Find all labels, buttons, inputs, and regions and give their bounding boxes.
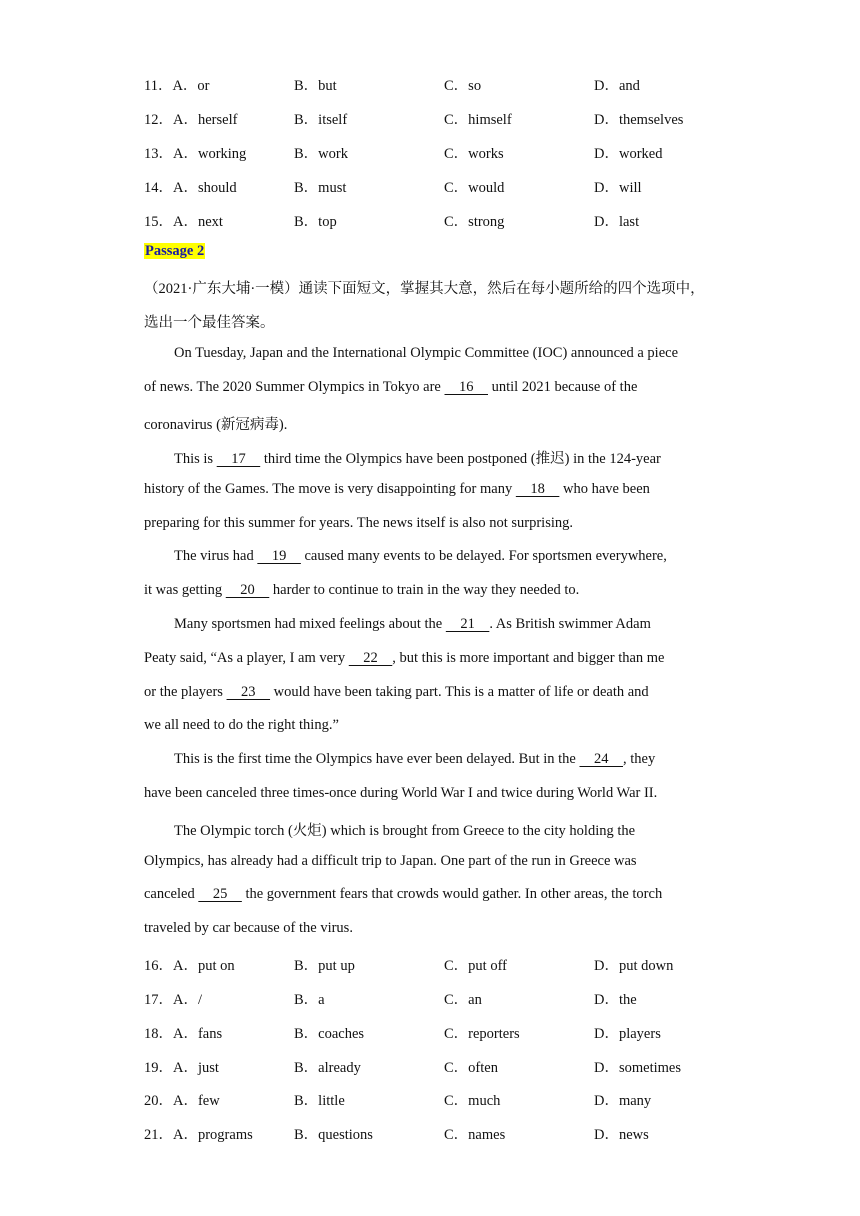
option-c: C．reporters xyxy=(444,1026,520,1042)
option-b: B．already xyxy=(294,1060,361,1076)
option-c: C．often xyxy=(444,1060,498,1076)
question-13-options xyxy=(144,142,764,162)
option-b: B．itself xyxy=(294,112,348,128)
option-a: 12．A．herself xyxy=(144,112,238,128)
option-a: 20．A．few xyxy=(144,1093,220,1109)
question-19-options xyxy=(144,1056,764,1076)
option-d: D．players xyxy=(594,1026,661,1042)
option-c: C．put off xyxy=(444,958,507,974)
option-c: C．would xyxy=(444,180,505,196)
option-d: D．and xyxy=(594,78,640,94)
text-segment: of news. The 2020 Summer Olympics in Tokyo are xyxy=(144,379,445,395)
option-d: D．last xyxy=(594,214,640,230)
text-segment: or the players xyxy=(144,684,227,700)
option-b: B．must xyxy=(294,180,347,196)
option-a: 13．A．working xyxy=(144,146,247,162)
text-segment: would have been taking part. This is a matter of life or death and xyxy=(270,684,649,700)
text-segment: Many sportsmen had mixed feelings about the xyxy=(174,616,446,632)
option-a: 17．A．/ xyxy=(144,992,202,1008)
option-d: D．will xyxy=(594,180,642,196)
passage-line xyxy=(174,548,667,565)
passage-line: coronavirus (新冠病毒). xyxy=(144,417,288,433)
option-c: C．works xyxy=(444,146,504,162)
option-b: B．questions xyxy=(294,1127,373,1143)
blank-17: 17 xyxy=(216,451,261,467)
option-c: C．strong xyxy=(444,214,505,230)
blank-23: 23 xyxy=(226,684,271,700)
option-d: D．worked xyxy=(594,146,663,162)
text-segment: the government fears that crowds would gather. In other areas, the torch xyxy=(241,886,663,902)
option-c: C．himself xyxy=(444,112,512,128)
blank-24: 24 xyxy=(579,751,623,767)
question-17-options xyxy=(144,988,764,1008)
text-segment: who have been xyxy=(559,481,650,497)
passage-line: we all need to do the right thing.” xyxy=(144,717,339,733)
text-segment: This is xyxy=(174,451,217,467)
text-segment: third time the Olympics have been postponed (推迟) in the 124-year xyxy=(260,451,661,467)
text-segment: harder to continue to train in the way they needed to. xyxy=(269,582,580,598)
passage-title xyxy=(144,243,205,260)
blank-22: 22 xyxy=(348,650,393,666)
question-11-options xyxy=(144,74,764,94)
option-c: C．so xyxy=(444,78,482,94)
option-c: C．names xyxy=(444,1127,506,1143)
option-a: 14．A．should xyxy=(144,180,237,196)
option-b: B．a xyxy=(294,992,325,1008)
option-a: 15．A．next xyxy=(144,214,223,230)
option-a: 18．A．fans xyxy=(144,1026,223,1042)
passage-line xyxy=(144,684,649,701)
blank-18: 18 xyxy=(515,481,560,497)
question-14-options xyxy=(144,176,764,196)
passage-line: Olympics, has already had a difficult trip to Japan. One part of the run in Greece was xyxy=(144,853,637,869)
text-segment: Peaty said, “As a player, I am very xyxy=(144,650,349,666)
text-segment: , but this is more important and bigger than me xyxy=(392,650,665,666)
option-d: D．sometimes xyxy=(594,1060,681,1076)
text-segment: until 2021 because of the xyxy=(488,379,638,395)
option-b: B．little xyxy=(294,1093,345,1109)
question-20-options xyxy=(144,1089,764,1109)
option-a: 11．A．or xyxy=(144,78,210,94)
passage-line xyxy=(144,379,637,396)
text-segment: history of the Games. The move is very disappointing for many xyxy=(144,481,516,497)
text-segment: This is the first time the Olympics have ever been delayed. But in the xyxy=(174,751,580,767)
text-segment: canceled xyxy=(144,886,199,902)
option-b: B．top xyxy=(294,214,337,230)
text-segment: it was getting xyxy=(144,582,226,598)
passage-line: traveled by car because of the virus. xyxy=(144,920,353,936)
passage-line xyxy=(144,886,662,903)
blank-25: 25 xyxy=(198,886,242,902)
passage-line xyxy=(144,582,579,599)
instruction-line-2: 选出一个最佳答案。 xyxy=(144,315,275,331)
passage-title-text: Passage 2 xyxy=(145,243,205,259)
option-d: D．put down xyxy=(594,958,674,974)
instruction-line-1: （2021·广东大埔·一模）通读下面短文，掌握其大意，然后在每小题所给的四个选项中， xyxy=(144,281,705,297)
option-c: C．much xyxy=(444,1093,501,1109)
text-segment: caused many events to be delayed. For sportsmen everywhere, xyxy=(300,548,667,564)
option-d: D．themselves xyxy=(594,112,684,128)
passage-line xyxy=(174,751,655,768)
passage-line xyxy=(174,616,651,633)
blank-21: 21 xyxy=(445,616,490,632)
passage-line: preparing for this summer for years. The news itself is also not surprising. xyxy=(144,515,574,531)
passage-line: have been canceled three times-once during World War I and twice during World War II. xyxy=(144,785,658,801)
question-18-options xyxy=(144,1022,764,1042)
option-b: B．put up xyxy=(294,958,355,974)
option-b: B．but xyxy=(294,78,337,94)
option-b: B．work xyxy=(294,146,348,162)
passage-line: On Tuesday, Japan and the International Olympic Committee (IOC) announced a piece xyxy=(174,345,679,361)
question-15-options xyxy=(144,210,764,230)
option-d: D．many xyxy=(594,1093,652,1109)
blank-19: 19 xyxy=(257,548,301,564)
question-12-options xyxy=(144,108,764,128)
text-segment: . As British swimmer Adam xyxy=(489,616,651,632)
question-21-options xyxy=(144,1123,764,1143)
passage-line xyxy=(144,481,650,498)
blank-16: 16 xyxy=(444,379,488,395)
blank-20: 20 xyxy=(225,582,270,598)
question-16-options xyxy=(144,954,764,974)
option-b: B．coaches xyxy=(294,1026,365,1042)
text-segment: The virus had xyxy=(174,548,258,564)
passage-line: The Olympic torch (火炬) which is brought from Greece to the city holding the xyxy=(174,823,636,839)
text-segment: , they xyxy=(623,751,656,767)
passage-line xyxy=(174,447,661,468)
option-d: D．the xyxy=(594,992,637,1008)
option-a: 19．A．just xyxy=(144,1060,219,1076)
option-c: C．an xyxy=(444,992,482,1008)
option-a: 16．A．put on xyxy=(144,958,235,974)
option-d: D．news xyxy=(594,1127,649,1143)
option-a: 21．A．programs xyxy=(144,1127,253,1143)
passage-line xyxy=(144,650,665,667)
